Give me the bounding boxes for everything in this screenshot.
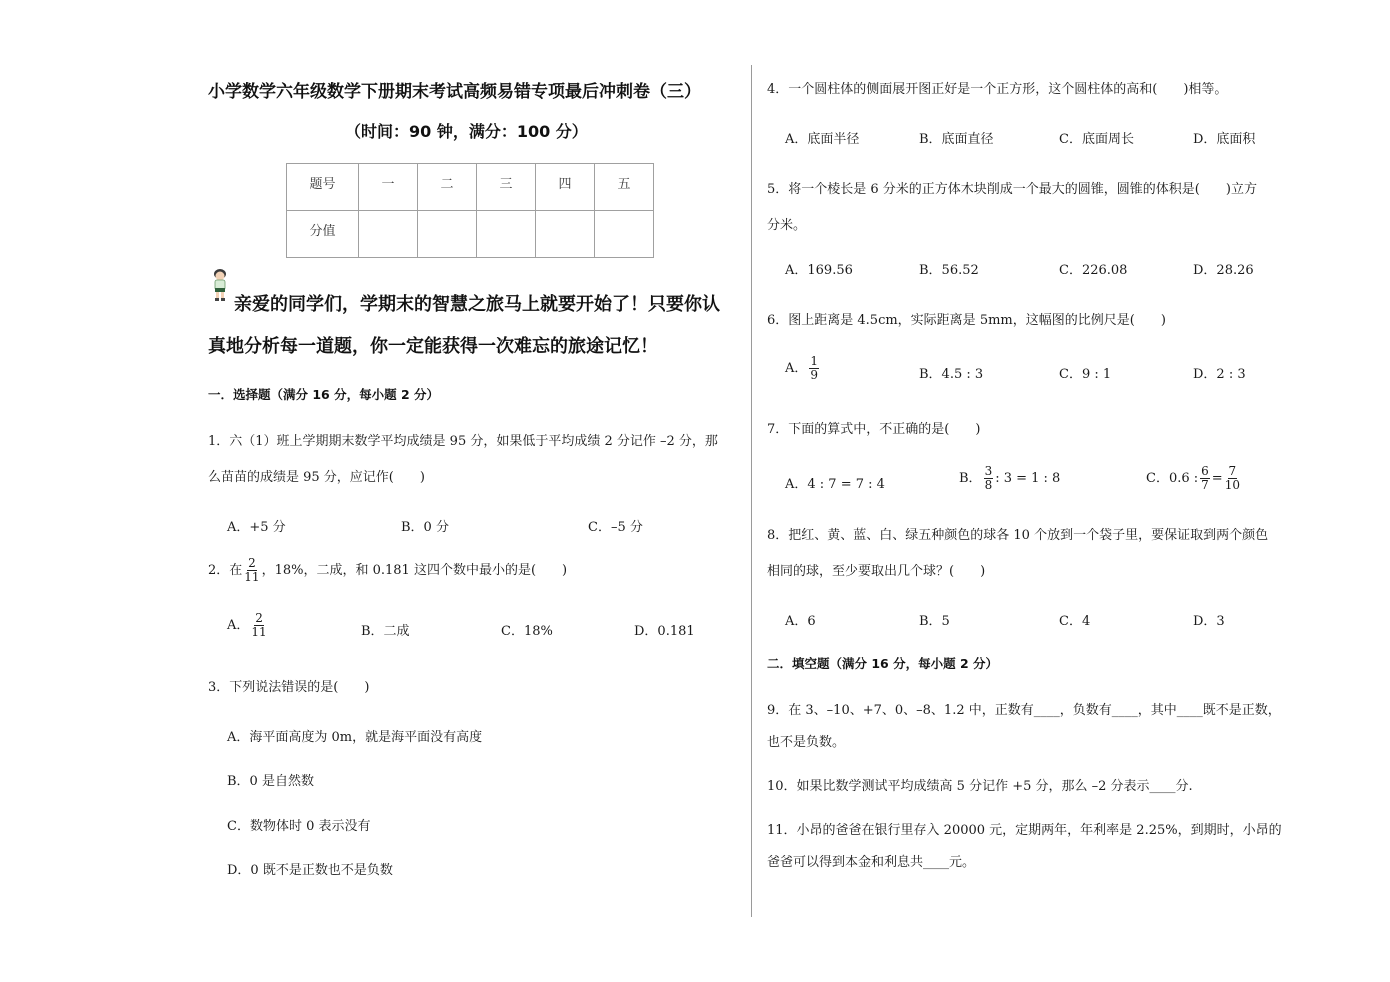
score-cell: 五 bbox=[595, 164, 654, 211]
question-8-option-c: C．4 bbox=[1059, 614, 1091, 629]
question-1-option-a: A．+5 分 bbox=[227, 520, 286, 535]
question-11-line-1: 11．小昂的爸爸在银行里存入 20000 元，定期两年，年利率是 2.25%，到期时，小昂的 bbox=[767, 823, 1282, 838]
intro-line-2: 真地分析每一道题，你一定能获得一次难忘的旅途记忆！ bbox=[208, 336, 658, 357]
question-3-option-c: C．数物体时 0 表示没有 bbox=[227, 819, 371, 834]
question-6-option-a: A． $\frac{1}{9}$ bbox=[785, 354, 819, 382]
question-7-stem: 7．下面的算式中，不正确的是( ) bbox=[767, 422, 981, 437]
score-cell bbox=[477, 211, 536, 258]
question-4-option-a: A．底面半径 bbox=[785, 132, 860, 147]
fraction: $\frac{2}{11}$ bbox=[244, 556, 260, 584]
question-1-option-b: B．0 分 bbox=[401, 520, 449, 535]
question-5-option-c: C．226.08 bbox=[1059, 263, 1128, 278]
question-6-option-c: C．9 : 1 bbox=[1059, 367, 1112, 382]
score-table bbox=[286, 163, 654, 258]
question-10-line-1: 10．如果比数学测试平均成绩高 5 分记作 +5 分，那么 –2 分表示____分. bbox=[767, 779, 1193, 794]
fraction: $\frac{6}{7}$ bbox=[1201, 464, 1209, 492]
question-5-option-a: A．169.56 bbox=[785, 263, 853, 278]
question-2-option-a: A． $\frac{2}{11}$ bbox=[227, 611, 267, 639]
fraction: $\frac{3}{8}$ bbox=[984, 464, 993, 492]
question-5-option-b: B．56.52 bbox=[919, 263, 979, 278]
question-1-option-c: C．–5 分 bbox=[588, 520, 643, 535]
question-2-prefix: 2．在 bbox=[208, 563, 243, 578]
score-cell: 题号 bbox=[287, 164, 359, 211]
question-5-line-1: 5．将一个棱长是 6 分米的正方体木块削成一个最大的圆锥，圆锥的体积是( )立方 bbox=[767, 182, 1257, 197]
fraction: $\frac{7}{10}$ bbox=[1224, 464, 1240, 492]
question-7-option-b: B． $\frac{3}{8}$ : 3 = 1 : 8 bbox=[959, 464, 1061, 492]
question-5-option-d: D．28.26 bbox=[1193, 263, 1254, 278]
question-2-stem bbox=[208, 557, 567, 584]
score-table-header-row bbox=[287, 164, 654, 211]
question-2-suffix: ，18%，二成，和 0.181 这四个数中最小的是( ) bbox=[261, 563, 568, 578]
question-5-line-2: 分米。 bbox=[767, 218, 807, 233]
question-8-line-1: 8．把红、黄、蓝、白、绿五种颜色的球各 10 个放到一个袋子里，要保证取到两个颜色 bbox=[767, 528, 1269, 543]
score-cell bbox=[359, 211, 418, 258]
page-title: 小学数学六年级数学下册期末考试高频易错专项最后冲刺卷（三） bbox=[208, 82, 701, 102]
question-4-option-b: B．底面直径 bbox=[919, 132, 994, 147]
fraction: $\frac{1}{9}$ bbox=[810, 354, 819, 382]
question-8-line-2: 相同的球，至少要取出几个球？( ) bbox=[767, 564, 986, 579]
column-divider bbox=[751, 65, 752, 917]
question-4-option-d: D．底面积 bbox=[1193, 132, 1256, 147]
question-8-option-b: B．5 bbox=[919, 614, 950, 629]
question-6-option-b: B．4.5 : 3 bbox=[919, 367, 984, 382]
question-4-option-c: C．底面周长 bbox=[1059, 132, 1134, 147]
score-cell: 四 bbox=[536, 164, 595, 211]
question-3-option-b: B．0 是自然数 bbox=[227, 774, 314, 789]
fraction: $\frac{2}{11}$ bbox=[251, 611, 267, 639]
question-1-line-1: 1．六（1）班上学期期末数学平均成绩是 95 分，如果低于平均成绩 2 分记作 –2 分，那 bbox=[208, 434, 718, 449]
question-6-option-d: D．2 : 3 bbox=[1193, 367, 1246, 382]
score-table-value-row bbox=[287, 211, 654, 258]
score-cell: 二 bbox=[418, 164, 477, 211]
score-cell bbox=[536, 211, 595, 258]
question-3-option-d: D．0 既不是正数也不是负数 bbox=[227, 863, 393, 878]
question-8-option-d: D．3 bbox=[1193, 614, 1225, 629]
score-cell: 一 bbox=[359, 164, 418, 211]
question-1-line-2: 么苗苗的成绩是 95 分，应记作( ) bbox=[208, 470, 425, 485]
student-mascot-icon bbox=[210, 268, 230, 302]
question-7-option-a: A．4 : 7 = 7 : 4 bbox=[785, 477, 885, 492]
page-subtitle: （时间：90 钟，满分：100 分） bbox=[345, 122, 588, 141]
section-heading-fill-in: 二．填空题（满分 16 分，每小题 2 分） bbox=[767, 656, 999, 671]
question-9-line-1: 9．在 3、–10、+7、0、–8、1.2 中，正数有____，负数有____，其中____既不是正数， bbox=[767, 703, 1281, 718]
question-3-option-a: A．海平面高度为 0m，就是海平面没有高度 bbox=[227, 730, 483, 745]
question-11-line-2: 爸爸可以得到本金和利息共____元。 bbox=[767, 855, 976, 870]
question-4-stem: 4．一个圆柱体的侧面展开图正好是一个正方形，这个圆柱体的高和( )相等。 bbox=[767, 82, 1228, 97]
question-3-stem: 3．下列说法错误的是( ) bbox=[208, 680, 370, 695]
question-9-line-2: 也不是负数。 bbox=[767, 735, 846, 750]
question-2-option-d: D．0.181 bbox=[634, 624, 695, 639]
score-cell bbox=[595, 211, 654, 258]
question-7-option-c: C．0.6 : $\frac{6}{7}$ = $\frac{7}{10}$ bbox=[1146, 464, 1240, 492]
question-2-option-b: B．二成 bbox=[361, 624, 410, 639]
question-2-option-c: C．18% bbox=[501, 624, 553, 639]
intro-line-1: 亲爱的同学们，学期末的智慧之旅马上就要开始了！只要你认 bbox=[234, 294, 720, 315]
score-cell: 分值 bbox=[287, 211, 359, 258]
question-6-stem: 6．图上距离是 4.5cm，实际距离是 5mm，这幅图的比例尺是( ) bbox=[767, 313, 1166, 328]
score-cell bbox=[418, 211, 477, 258]
score-cell: 三 bbox=[477, 164, 536, 211]
question-8-option-a: A．6 bbox=[785, 614, 816, 629]
section-heading-choice: 一．选择题（满分 16 分，每小题 2 分） bbox=[208, 387, 440, 402]
